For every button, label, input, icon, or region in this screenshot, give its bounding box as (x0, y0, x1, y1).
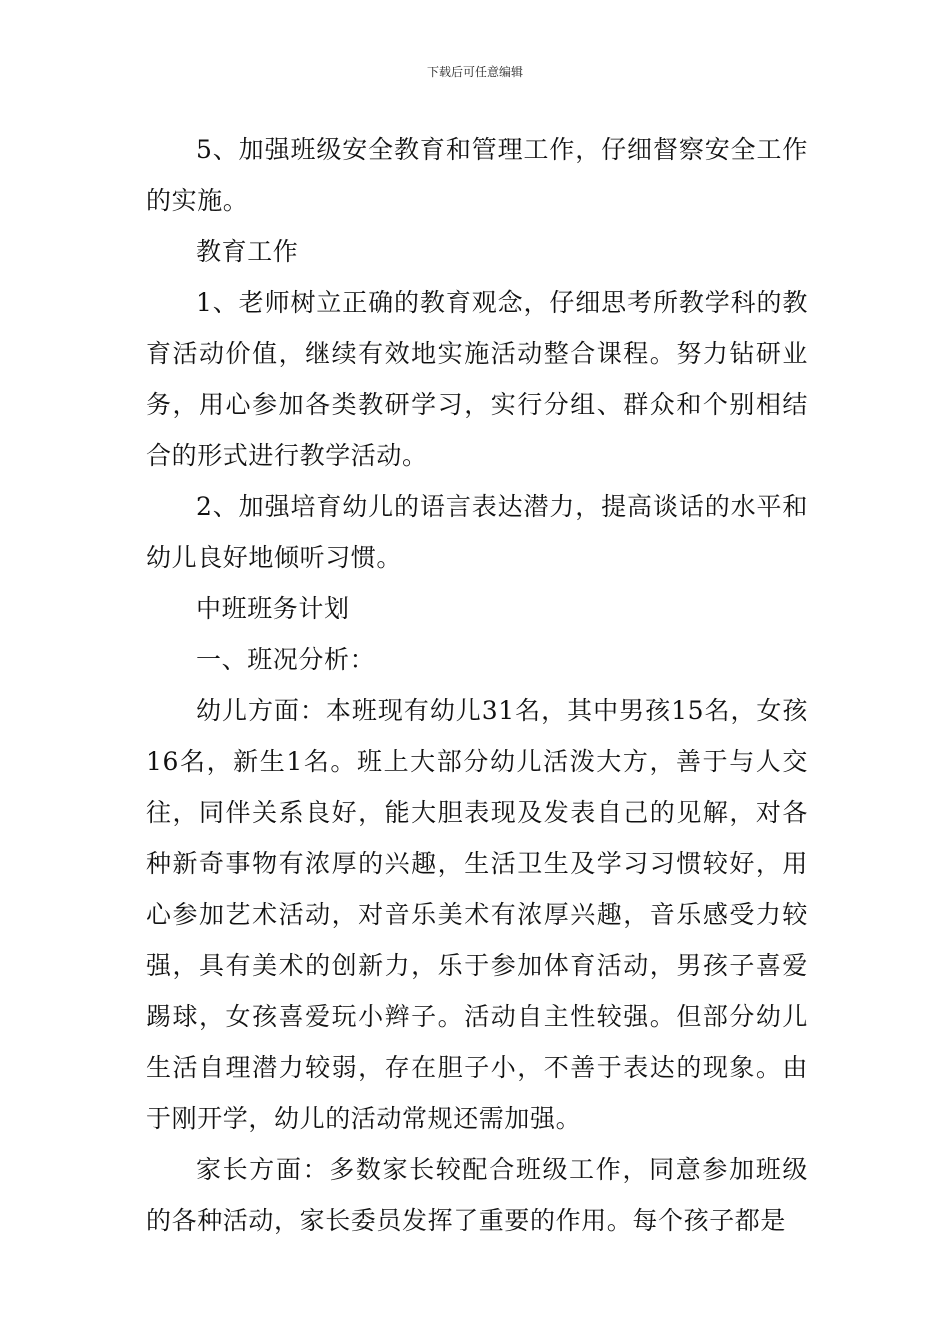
paragraph-safety-item-5: 5、加强班级安全教育和管理工作，仔细督察安全工作的实施。 (146, 135, 808, 215)
section-heading-class-plan: 中班班务计划 (196, 594, 350, 623)
paragraph-education-item-1: 1、老师树立正确的教育观念，仔细思考所教学科的教育活动价值，继续有效地实施活动整合课程。努力钻研业务，用心参加各类教研学习，实行分组、群众和个别相结合的形式进行教学活动。 (146, 288, 808, 470)
page-header: 下载后可任意编辑 (426, 65, 523, 79)
paragraph-children-aspect: 幼儿方面：本班现有幼儿31名，其中男孩15名，女孩16名，新生1名。班上大部分幼儿活泼大方，善于与人交往，同伴关系良好，能大胆表现及发表自己的见解，对各种新奇事物有浓厚的兴趣，生活卫生及学习习惯较好，用心参加艺术活动，对音乐美术有浓厚兴趣，音乐感受力较强，具有美术的创新力，乐于参加体育活动，男孩子喜爱踢球，女孩喜爱玩小辫子。活动自主性较强。但部分幼儿生活自理潜力较弱，存在胆子小，不善于表达的现象。由于刚开学，幼儿的活动常规还需加强。 (146, 696, 808, 1133)
paragraph-education-item-2: 2、加强培育幼儿的语言表达潜力，提高谈话的水平和幼儿良好地倾听习惯。 (146, 492, 808, 572)
paragraph-parents-aspect: 家长方面：多数家长较配合班级工作，同意参加班级的各种活动，家长委员发挥了重要的作用。每个孩子都是 (146, 1155, 808, 1235)
section-heading-education-work: 教育工作 (196, 237, 299, 266)
subheading-class-analysis: 一、班况分析： (196, 645, 376, 674)
document-body (146, 124, 808, 1246)
